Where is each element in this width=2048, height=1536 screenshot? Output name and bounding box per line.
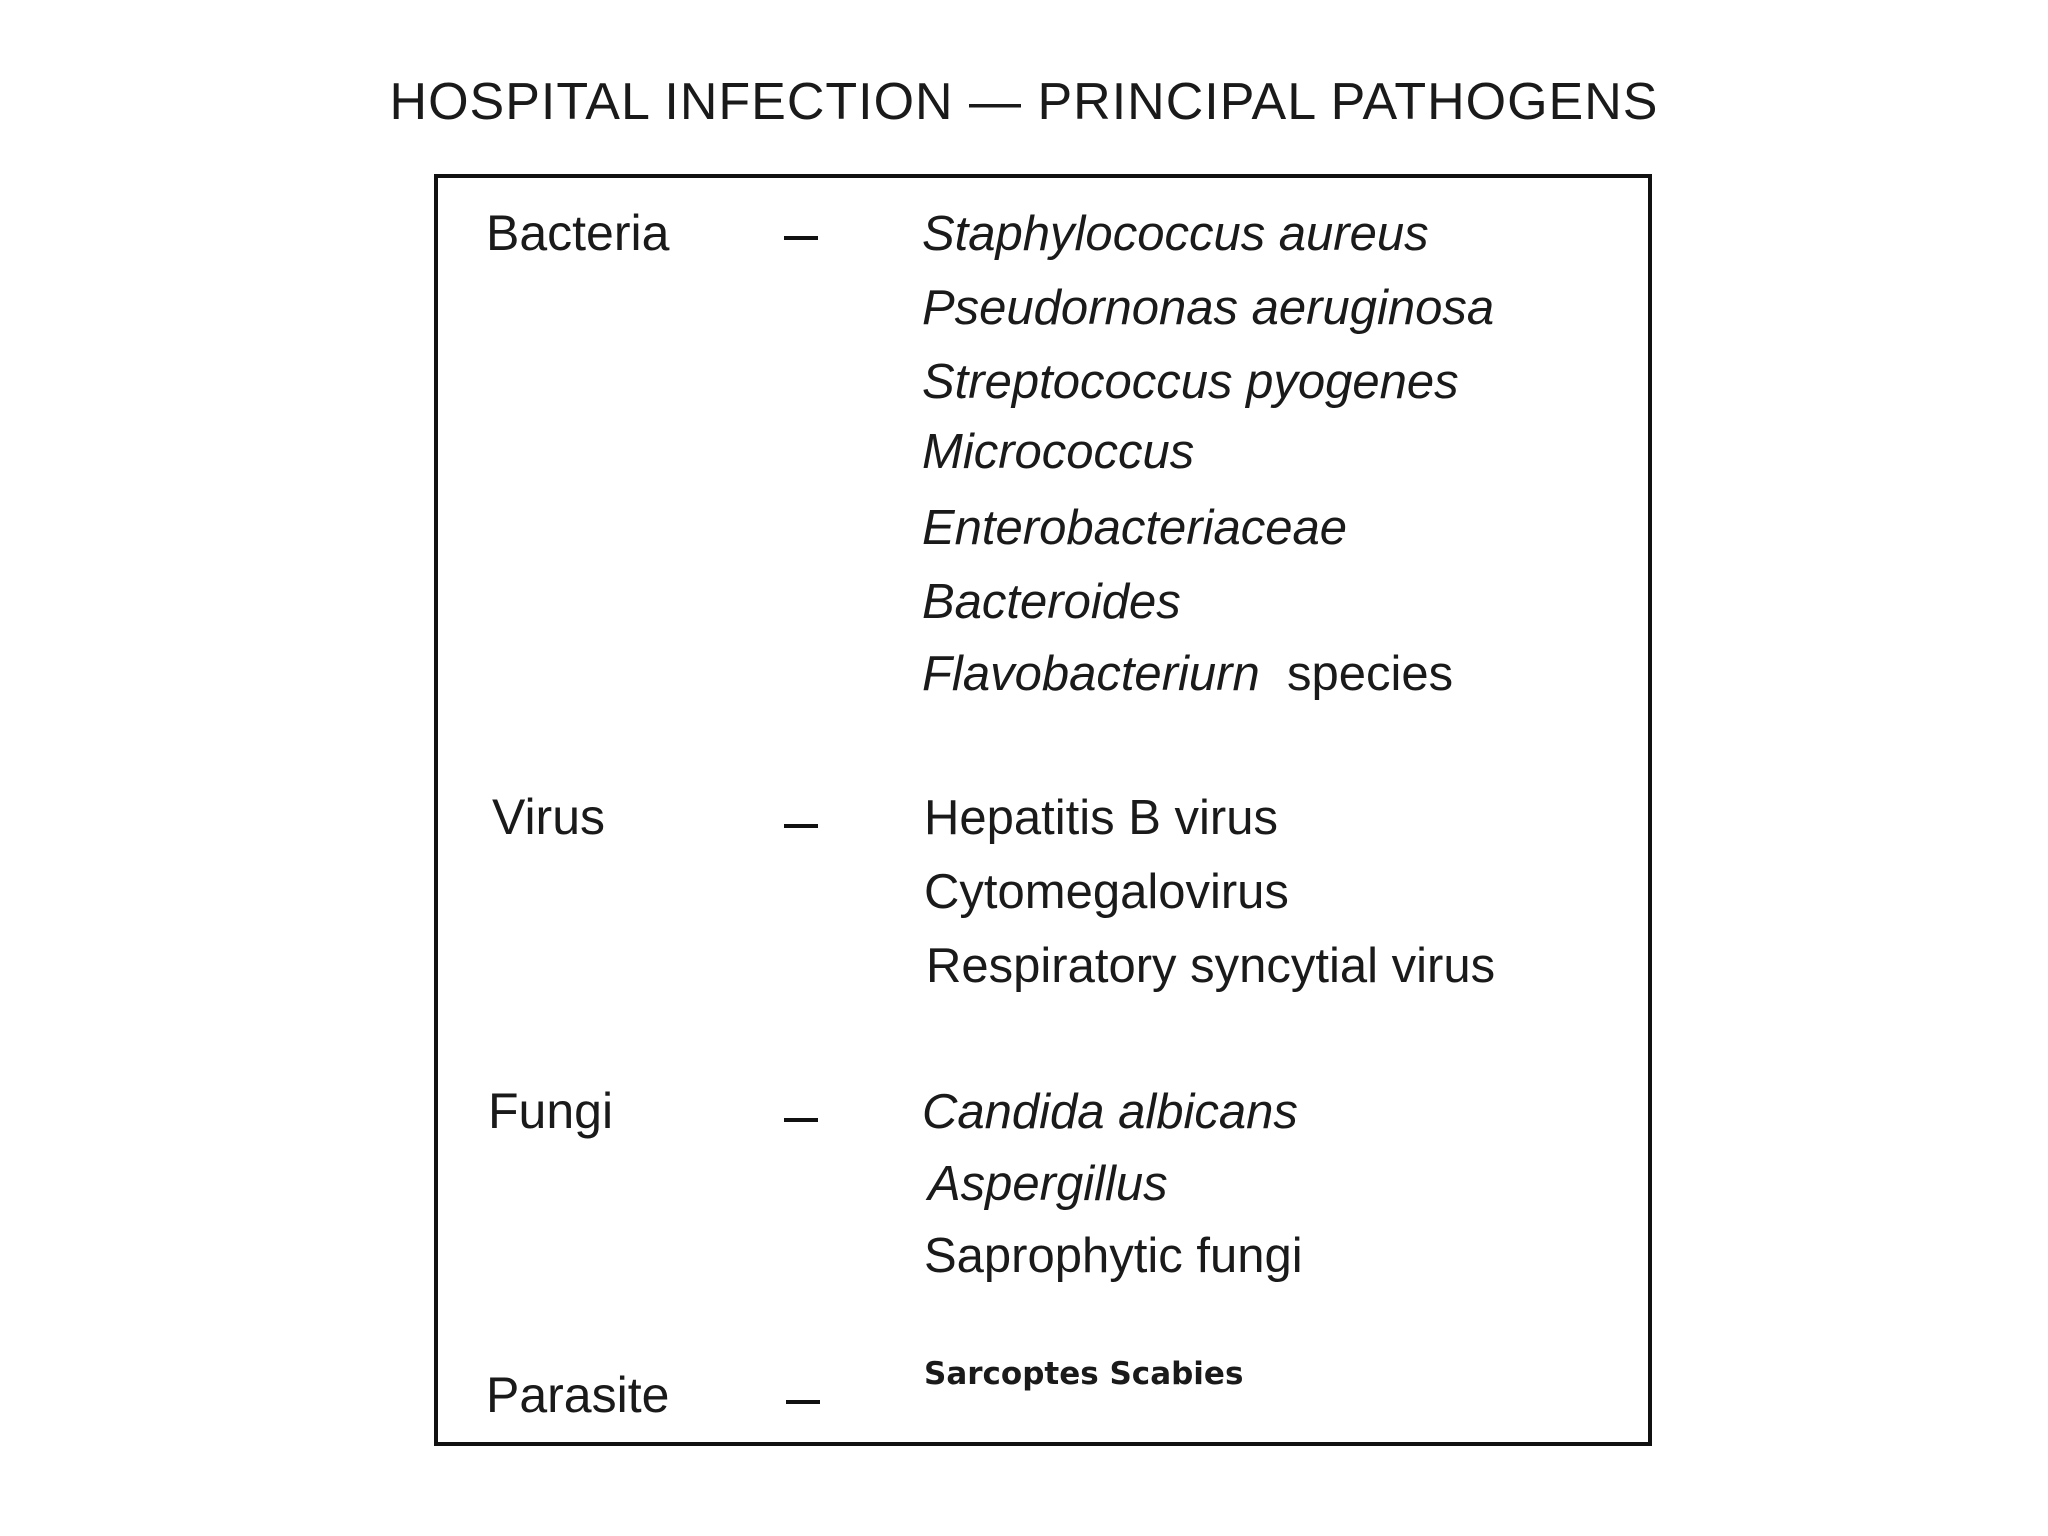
separator-dash-parasite — [786, 1400, 820, 1404]
organism-bacteroides: Bacteroides — [922, 575, 1181, 629]
category-parasite: Parasite — [486, 1367, 670, 1423]
organism-pseudomonas: Pseudornonas aeruginosa — [922, 281, 1495, 335]
organism-rsv: Respiratory syncytial virus — [926, 939, 1496, 993]
category-fungi: Fungi — [488, 1083, 614, 1139]
separator-dash-bacteria — [784, 236, 818, 240]
organism-streptococcus: Streptococcus pyogenes — [922, 355, 1459, 409]
organism-candida: Candida albicans — [922, 1085, 1298, 1139]
page-title: HOSPITAL INFECTION — PRINCIPAL PATHOGENS — [389, 73, 1659, 131]
category-bacteria: Bacteria — [486, 205, 670, 261]
organism-enterobacteriaceae: Enterobacteriaceae — [922, 501, 1347, 555]
organism-flavobacterium-genus: Flavobacteriurn — [922, 647, 1260, 701]
pathogen-table-box — [434, 174, 1652, 1446]
organism-aspergillus: Aspergillus — [928, 1157, 1168, 1211]
separator-dash-fungi — [784, 1118, 818, 1122]
separator-dash-virus — [784, 824, 818, 828]
organism-flavobacterium — [922, 646, 1453, 702]
organism-sarcoptes-scabies: Sarcoptes Scabies — [924, 1356, 1244, 1392]
organism-saprophytic-fungi: Saprophytic fungi — [924, 1229, 1303, 1283]
organism-hepatitis-b: Hepatitis B virus — [924, 791, 1279, 845]
category-virus: Virus — [492, 789, 606, 845]
organism-cytomegalovirus: Cytomegalovirus — [924, 865, 1289, 919]
organism-flavobacterium-species-word: species — [1286, 647, 1454, 701]
organism-staphylococcus: Staphylococcus aureus — [922, 207, 1429, 261]
organism-micrococcus: Micrococcus — [922, 425, 1195, 479]
